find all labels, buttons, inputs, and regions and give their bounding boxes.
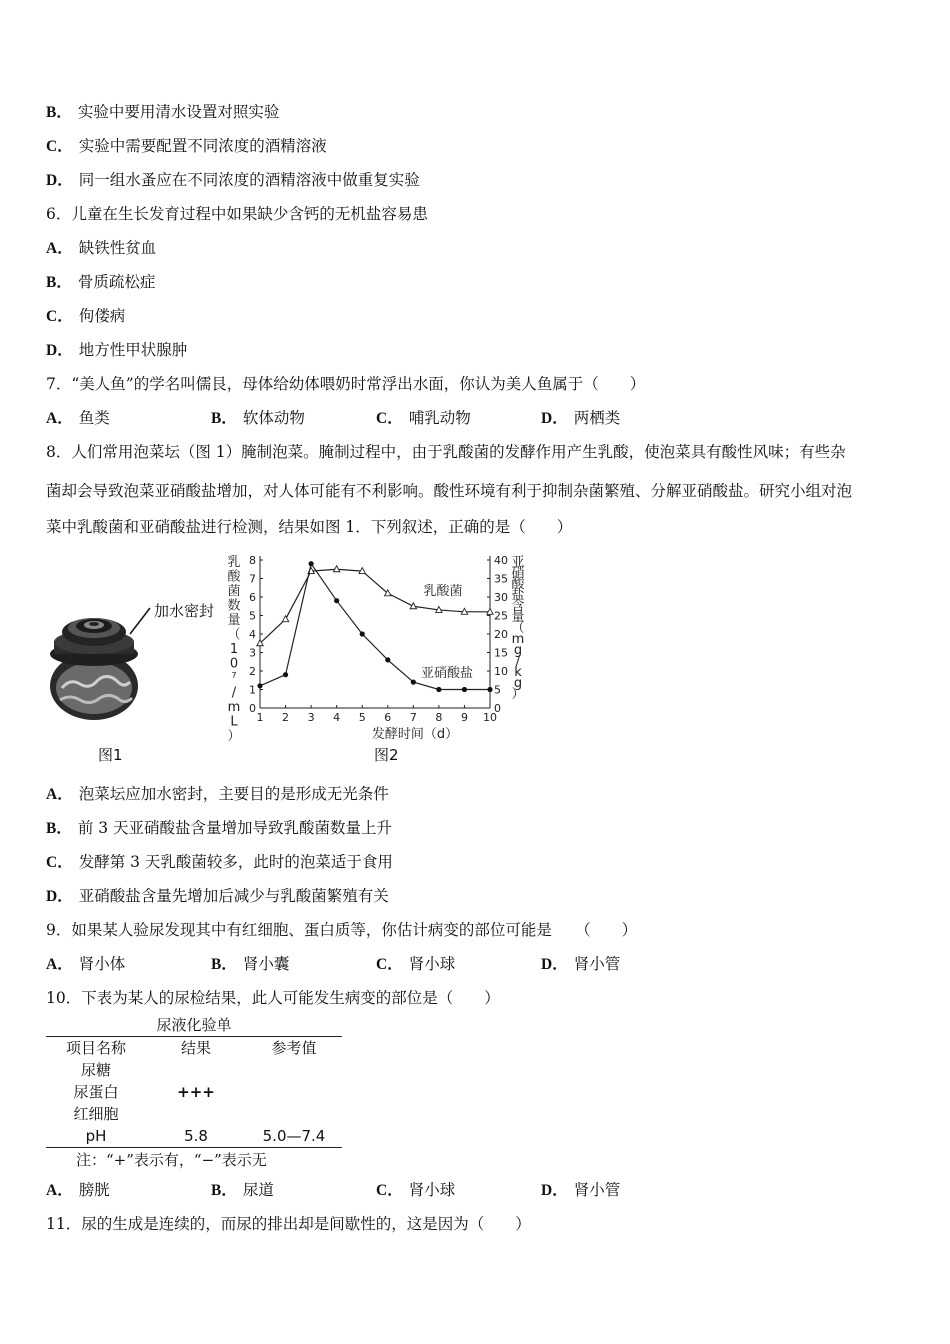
q9-option-c: C． 肾小球 bbox=[376, 955, 456, 973]
q8-option-c: C． 发酵第 3 天乳酸菌较多，此时的泡菜适于食用 bbox=[46, 853, 393, 871]
y-right-axis-title-char: g bbox=[513, 643, 523, 658]
y-left-tick-label: 2 bbox=[249, 665, 256, 678]
y-right-tick-label: 35 bbox=[494, 572, 508, 586]
y-left-axis-title-char: 1 bbox=[229, 642, 239, 657]
y-right-axis-title-char: 含 bbox=[511, 599, 525, 614]
y-left-axis-title-char: / bbox=[231, 685, 237, 701]
y-right-tick-label: 30 bbox=[494, 591, 508, 604]
q9-stem: 9．如果某人验尿发现其中有红细胞、蛋白质等，你估计病变的部位可能是 （ ） bbox=[46, 921, 638, 939]
y-left-tick-label: 1 bbox=[249, 683, 256, 697]
y-left-tick-label: 8 bbox=[249, 554, 256, 567]
q6-option-c: C． 佝偻病 bbox=[46, 307, 126, 325]
series-label-nitrite: 亚硝酸盐 bbox=[421, 665, 474, 681]
y-right-tick-label: 20 bbox=[494, 628, 508, 641]
x-tick-label: 7 bbox=[409, 711, 417, 724]
q11-stem: 11．尿的生成是连续的，而尿的排出却是间歇性的，这是因为（ ） bbox=[46, 1215, 531, 1233]
y-right-axis-title-char: k bbox=[514, 665, 522, 680]
q7-option-a: A． 鱼类 bbox=[46, 409, 110, 427]
q7-options bbox=[46, 408, 706, 429]
q9-option-d: D． 肾小管 bbox=[541, 955, 621, 973]
q10-option-c: C． 肾小球 bbox=[376, 1181, 456, 1199]
x-tick-label: 9 bbox=[460, 711, 468, 724]
q10-options bbox=[46, 1180, 706, 1201]
y-left-tick-label: 5 bbox=[249, 609, 256, 623]
data-point-dot bbox=[487, 687, 492, 692]
data-point-dot bbox=[360, 631, 365, 636]
y-left-tick-label: 0 bbox=[249, 702, 256, 715]
x-axis-title: 发酵时间（d） bbox=[371, 727, 459, 742]
x-tick-label: 4 bbox=[333, 711, 341, 724]
pickle-jar-illustration bbox=[46, 548, 226, 728]
table-header-row: 项目名称 结果 参考值 bbox=[65, 1039, 317, 1057]
y-left-tick-label: 4 bbox=[249, 628, 256, 641]
q8-option-a: A． 泡菜坛应加水密封，主要目的是形成无光条件 bbox=[46, 785, 389, 803]
q8-option-b: B． 前 3 天亚硝酸盐含量增加导致乳酸菌数量上升 bbox=[46, 819, 393, 837]
q6-stem: 6．儿童在生长发育过程中如果缺少含钙的无机盐容易患 bbox=[46, 205, 428, 223]
q8-stem-line1: 8．人们常用泡菜坛（图 1）腌制泡菜。腌制过程中，由于乳酸菌的发酵作用产生乳酸，使泡菜具有酸性风味；有些杂 bbox=[46, 443, 846, 461]
y-right-tick-label: 15 bbox=[494, 646, 508, 660]
fig1-caption: 图1 bbox=[98, 746, 123, 764]
x-tick-label: 5 bbox=[358, 711, 366, 724]
y-right-axis-title-char: m bbox=[511, 632, 525, 647]
x-tick-label: 10 bbox=[483, 711, 497, 724]
q9-option-b: B． 肾小囊 bbox=[211, 955, 290, 973]
y-left-axis-title-char: 0 bbox=[229, 656, 239, 672]
data-point-dot bbox=[436, 687, 441, 692]
seal-pointer-line bbox=[130, 608, 150, 634]
series-label-lactobacillus: 乳酸菌 bbox=[423, 584, 463, 600]
fermentation-chart bbox=[222, 548, 542, 744]
x-tick-label: 8 bbox=[435, 711, 443, 724]
y-right-axis-title-char: 量 bbox=[511, 610, 525, 625]
fig2-caption: 图2 bbox=[374, 746, 399, 764]
data-point-triangle bbox=[333, 566, 339, 572]
table-title: 尿液化验单 bbox=[156, 1016, 232, 1034]
q10-stem: 10．下表为某人的尿检结果，此人可能发生病变的部位是（ ） bbox=[46, 989, 500, 1007]
data-point-dot bbox=[283, 672, 288, 677]
q8-stem-line2: 菌却会导致泡菜亚硝酸盐增加，对人体可能有不利影响。酸性环境有利于抑制杂菌繁殖、分解亚硝酸盐。研究小组对泡 bbox=[46, 482, 853, 500]
data-point-triangle bbox=[282, 616, 288, 622]
x-tick-label: 2 bbox=[282, 711, 290, 724]
table-note: 注：“+”表示有，“−”表示无 bbox=[76, 1151, 267, 1169]
y-left-axis-title-char: 乳 bbox=[227, 555, 241, 570]
y-left-axis-title bbox=[227, 555, 241, 744]
y-right-tick-label: 5 bbox=[494, 683, 501, 697]
q6-option-a: A． 缺铁性贫血 bbox=[46, 239, 157, 257]
data-point-dot bbox=[462, 687, 467, 692]
y-right-axis-title-char: g bbox=[513, 676, 523, 691]
data-point-dot bbox=[309, 561, 314, 566]
table-row: 尿蛋白 +++ bbox=[73, 1083, 215, 1101]
q7-option-d: D． 两栖类 bbox=[541, 409, 621, 427]
q8-figure bbox=[46, 548, 546, 774]
y-right-axis-title-char: （ bbox=[511, 621, 525, 636]
y-left-tick-label: 3 bbox=[249, 646, 256, 660]
y-left-axis-title-char: ⁷ bbox=[231, 671, 237, 686]
y-right-axis-title-char: 酸 bbox=[511, 577, 525, 592]
y-left-axis-title-char: 数 bbox=[227, 598, 241, 614]
y-right-axis-title-char: ） bbox=[511, 687, 525, 702]
q10-option-a: A． 膀胱 bbox=[46, 1181, 110, 1199]
q5-option-b: B． 实验中要用清水设置对照实验 bbox=[46, 103, 280, 121]
y-left-axis-title-char: m bbox=[227, 700, 241, 715]
y-left-axis-title-char: 菌 bbox=[227, 584, 241, 599]
q6-option-d: D． 地方性甲状腺肿 bbox=[46, 341, 188, 359]
q6-option-b: B． 骨质疏松症 bbox=[46, 273, 156, 291]
y-right-tick-label: 25 bbox=[494, 609, 508, 623]
y-left-tick-label: 6 bbox=[249, 591, 256, 604]
q9-option-a: A． 肾小体 bbox=[46, 955, 126, 973]
q8-option-d: D． 亚硝酸盐含量先增加后减少与乳酸菌繁殖有关 bbox=[46, 887, 389, 905]
y-left-axis-title-char: 量 bbox=[227, 613, 241, 628]
q5-option-d: D． 同一组水蚤应在不同浓度的酒精溶液中做重复实验 bbox=[46, 171, 420, 189]
data-point-dot bbox=[385, 657, 390, 662]
y-right-tick-label: 10 bbox=[494, 665, 508, 678]
y-right-axis-title bbox=[511, 555, 525, 702]
data-point-dot bbox=[411, 680, 416, 685]
y-left-tick-label: 7 bbox=[249, 572, 256, 586]
y-left-axis-title-char: 酸 bbox=[227, 569, 241, 585]
y-left-axis-title-char: L bbox=[230, 714, 238, 730]
q10-option-d: D． 肾小管 bbox=[541, 1181, 621, 1199]
y-right-axis-title-char: 亚 bbox=[511, 555, 525, 570]
y-right-tick-label: 40 bbox=[494, 554, 508, 567]
y-right-axis-title-char: / bbox=[515, 654, 521, 669]
q7-option-b: B． 软体动物 bbox=[211, 409, 305, 427]
y-right-axis-title-char: 盐 bbox=[511, 588, 525, 603]
chart-axes bbox=[260, 556, 490, 708]
data-point-dot bbox=[334, 598, 339, 603]
x-tick-label: 1 bbox=[256, 711, 264, 724]
y-left-axis-title-char: ） bbox=[227, 729, 241, 744]
table-row: pH 5.8 5.0—7.4 bbox=[85, 1127, 326, 1145]
y-left-axis-title-char: （ bbox=[227, 627, 241, 643]
table-row: 红细胞 bbox=[73, 1105, 119, 1123]
data-point-dot bbox=[257, 683, 262, 688]
q10-option-b: B． 尿道 bbox=[211, 1181, 274, 1199]
y-right-axis-title-char: 硝 bbox=[511, 566, 525, 581]
series-line-left bbox=[260, 569, 490, 643]
q8-stem-line3: 菜中乳酸菌和亚硝酸盐进行检测，结果如图 1．下列叙述，正确的是（ ） bbox=[46, 518, 573, 536]
q7-stem: 7．“美人鱼”的学名叫儒艮，母体给幼体喂奶时常浮出水面，你认为美人鱼属于（ ） bbox=[46, 375, 646, 393]
x-tick-label: 3 bbox=[307, 711, 315, 724]
x-tick-label: 6 bbox=[384, 711, 392, 724]
q9-options bbox=[46, 954, 706, 975]
urine-test-table bbox=[46, 1014, 342, 1172]
fig1-seal-label: 加水密封 bbox=[154, 602, 215, 620]
chart-ticks bbox=[249, 554, 508, 724]
q5-option-c: C． 实验中需要配置不同浓度的酒精溶液 bbox=[46, 137, 327, 155]
table-row: 尿糖 bbox=[80, 1061, 111, 1079]
y-right-tick-label: 0 bbox=[494, 702, 501, 715]
q7-option-c: C． 哺乳动物 bbox=[376, 409, 471, 427]
